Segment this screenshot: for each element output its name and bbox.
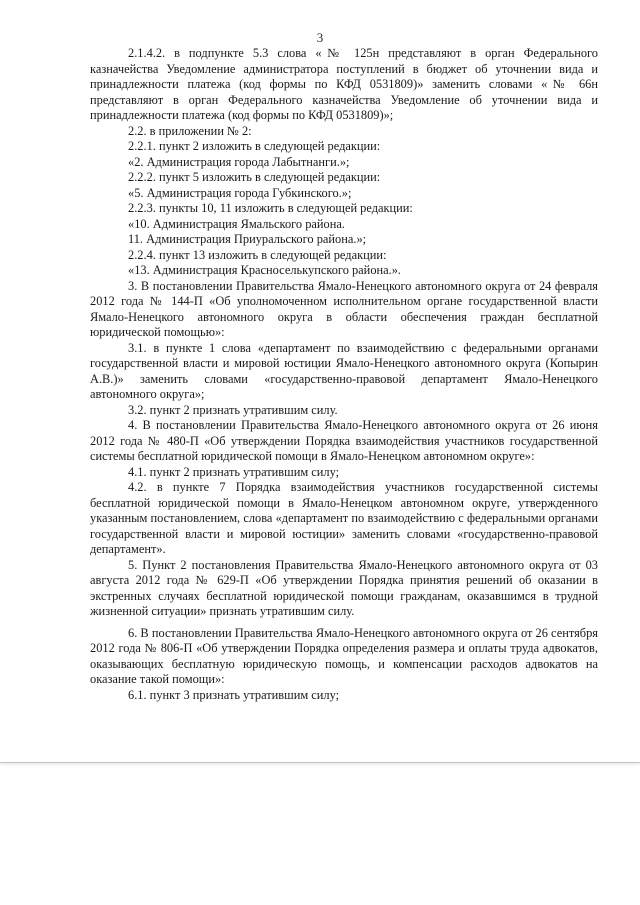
paragraph-4-1: 4.1. пункт 2 признать утратившим силу; <box>128 464 340 479</box>
paragraph-2-2-1-text: «2. Администрация города Лабытнанги.»; <box>128 154 350 169</box>
paragraph-3-2: 3.2. пункт 2 признать утратившим силу. <box>128 402 338 417</box>
page-number: 3 <box>316 30 324 45</box>
paragraph-5: 5. Пункт 2 постановления Правительства Ямало-Ненецкого автономного округа от 03 августа 2012 года № 629-П «Об утверждении Порядка принятия решений об оказании в экстренных случаях бесплатной юридической помощи гражданам, оказавшимся в трудной жизненной ситуации» признать утратившим силу. <box>90 557 598 618</box>
paragraph-4-2: 4.2. в пункте 7 Порядка взаимодействия участников государственной системы бесплатной юридической помощи в Ямало-Ненецком автономном округе, утвержденного указанным постановлением, слова «департамент по взаимодействию с федеральными органами государственной власти и мировой юстиции» заменить словами «государственно-правовой департамент». <box>90 480 598 556</box>
paragraph-3: 3. В постановлении Правительства Ямало-Ненецкого автономного округа от 24 февраля 2012 года № 144-П «Об уполномоченном исполнительном органе государственной власти Ямало-Ненецкого автономного округа в области обеспечения граждан бесплатной юридической помощью»: <box>90 278 598 339</box>
paragraph-2-2-1: 2.2.1. пункт 2 изложить в следующей редакции: <box>128 139 381 153</box>
paragraph-6: 6. В постановлении Правительства Ямало-Ненецкого автономного округа от 26 сентября 2012 года № 806-П «Об утверждении Порядка определения размера и оплаты труда адвокатов, оказывающих бесплатную юридическую помощь, и компенсации расходов адвокатов на оказание такой помощи»: <box>90 625 598 686</box>
paragraph-2-1-4-2: 2.1.4.2. в подпункте 5.3 слова «№ 125н представляют в орган Федерального казначейства Уведомление администратора поступлений в бюджет об уточнении вида и принадлежности платежа (код формы по КФД 0531809)» заменить словами «№ 66н представляют в орган Федерального казначейства Уведомление об уточнении вида и принадлежности платежа (код формы по КФД 0531809)»; <box>90 46 598 122</box>
paragraph-4: 4. В постановлении Правительства Ямало-Ненецкого автономного округа от 26 июня 2012 года № 480-П «Об утверждении Порядка взаимодействия участников государственной системы бесплатной юридической помощи в Ямало-Ненецком автономном округе»: <box>90 418 598 463</box>
document-body <box>90 46 598 703</box>
paragraph-6-1: 6.1. пункт 3 признать утратившим силу; <box>128 687 340 702</box>
paragraph-2-2-3-text-11: 11. Администрация Приуральского района.»; <box>128 232 367 246</box>
paragraph-2-2-3: 2.2.3. пункты 10, 11 изложить в следующей редакции: <box>128 201 413 215</box>
paragraph-2-2-3-text-10: «10. Администрация Ямальского района. <box>128 216 345 231</box>
paragraph-2-2: 2.2. в приложении № 2: <box>128 123 252 138</box>
paragraph-2-2-4-text: «13. Администрация Красноселькупского района.». <box>128 263 402 277</box>
paragraph-3-1: 3.1. в пункте 1 слова «департамент по взаимодействию с федеральными органами государственной власти и мировой юстиции Ямало-Ненецкого автономного округа (Копырин А.В.)» заменить словами «государственно-правовой департамент Ямало-Ненецкого автономного округа»; <box>90 340 598 401</box>
paragraph-2-2-4: 2.2.4. пункт 13 изложить в следующей редакции: <box>128 247 387 262</box>
paragraph-2-2-2: 2.2.2. пункт 5 изложить в следующей редакции: <box>128 170 381 184</box>
paragraph-2-2-2-text: «5. Администрация города Губкинского.»; <box>128 185 352 200</box>
